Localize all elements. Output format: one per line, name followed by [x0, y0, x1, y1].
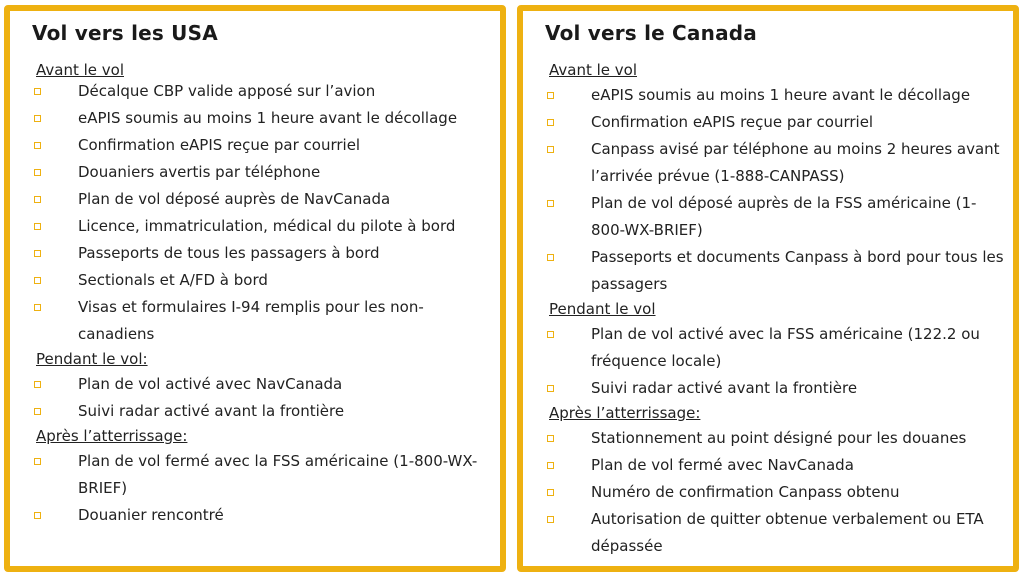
- list-item: Autorisation de quitter obtenue verbalement ou ETA dépassée: [545, 506, 1005, 560]
- list-item: Plan de vol déposé auprès de NavCanada: [32, 186, 492, 213]
- list-item: Visas et formulaires I-94 remplis pour les non-canadiens: [32, 294, 492, 348]
- list-item: Douanier rencontré: [32, 502, 492, 529]
- section-heading-before-flight: Avant le vol: [36, 61, 124, 79]
- checkbox-bullet-icon: [34, 381, 41, 388]
- checkbox-bullet-icon: [34, 88, 41, 95]
- list-item: Plan de vol activé avec NavCanada: [32, 371, 492, 398]
- list-item: Passeports de tous les passagers à bord: [32, 240, 492, 267]
- checklist-before-flight: [545, 82, 1005, 298]
- checkbox-bullet-icon: [547, 119, 554, 126]
- panel-usa: [4, 5, 506, 572]
- checkbox-bullet-icon: [34, 408, 41, 415]
- checkbox-bullet-icon: [547, 435, 554, 442]
- list-item: Confirmation eAPIS reçue par courriel: [545, 109, 1005, 136]
- checklist-after-landing: [32, 448, 492, 529]
- checkbox-bullet-icon: [34, 250, 41, 257]
- section-heading-after-landing: Après l’atterrissage:: [549, 404, 701, 422]
- checkbox-bullet-icon: [34, 277, 41, 284]
- list-item: Suivi radar activé avant la frontière: [32, 398, 492, 425]
- section-heading-during-flight: Pendant le vol: [549, 300, 656, 318]
- list-item: Suivi radar activé avant la frontière: [545, 375, 1005, 402]
- checklist-during-flight: [545, 321, 1005, 402]
- checkbox-bullet-icon: [547, 385, 554, 392]
- panel-title: Vol vers le Canada: [545, 21, 757, 45]
- list-item: Stationnement au point désigné pour les douanes: [545, 425, 1005, 452]
- list-item: Plan de vol déposé auprès de la FSS américaine (1-800-WX-BRIEF): [545, 190, 1005, 244]
- checkbox-bullet-icon: [34, 512, 41, 519]
- checkbox-bullet-icon: [547, 200, 554, 207]
- checkbox-bullet-icon: [34, 115, 41, 122]
- section-heading-before-flight: Avant le vol: [549, 61, 637, 79]
- panel-content: [545, 59, 1005, 560]
- checkbox-bullet-icon: [547, 254, 554, 261]
- checklist-during-flight: [32, 371, 492, 425]
- list-item: Plan de vol fermé avec la FSS américaine (1-800-WX-BRIEF): [32, 448, 492, 502]
- panel-title: Vol vers les USA: [32, 21, 218, 45]
- checkbox-bullet-icon: [547, 462, 554, 469]
- panel-canada: [517, 5, 1019, 572]
- list-item: Douaniers avertis par téléphone: [32, 159, 492, 186]
- checklist-after-landing: [545, 425, 1005, 560]
- panel-content: [32, 59, 492, 529]
- checkbox-bullet-icon: [547, 92, 554, 99]
- checkbox-bullet-icon: [547, 489, 554, 496]
- checkbox-bullet-icon: [547, 331, 554, 338]
- checkbox-bullet-icon: [547, 516, 554, 523]
- list-item: Sectionals et A/FD à bord: [32, 267, 492, 294]
- list-item: Numéro de confirmation Canpass obtenu: [545, 479, 1005, 506]
- checkbox-bullet-icon: [34, 142, 41, 149]
- section-heading-after-landing: Après l’atterrissage:: [36, 427, 188, 445]
- section-heading-during-flight: Pendant le vol:: [36, 350, 148, 368]
- list-item: Canpass avisé par téléphone au moins 2 heures avant l’arrivée prévue (1-888-CANPASS): [545, 136, 1005, 190]
- checklist-before-flight: [32, 78, 492, 348]
- list-item: Plan de vol fermé avec NavCanada: [545, 452, 1005, 479]
- list-item: Confirmation eAPIS reçue par courriel: [32, 132, 492, 159]
- list-item: eAPIS soumis au moins 1 heure avant le décollage: [32, 105, 492, 132]
- checkbox-bullet-icon: [34, 223, 41, 230]
- list-item: Plan de vol activé avec la FSS américaine (122.2 ou fréquence locale): [545, 321, 1005, 375]
- list-item: Passeports et documents Canpass à bord pour tous les passagers: [545, 244, 1005, 298]
- list-item: Décalque CBP valide apposé sur l’avion: [32, 78, 492, 105]
- checkbox-bullet-icon: [547, 146, 554, 153]
- list-item: Licence, immatriculation, médical du pilote à bord: [32, 213, 492, 240]
- checkbox-bullet-icon: [34, 304, 41, 311]
- checkbox-bullet-icon: [34, 169, 41, 176]
- checkbox-bullet-icon: [34, 196, 41, 203]
- checkbox-bullet-icon: [34, 458, 41, 465]
- list-item: eAPIS soumis au moins 1 heure avant le décollage: [545, 82, 1005, 109]
